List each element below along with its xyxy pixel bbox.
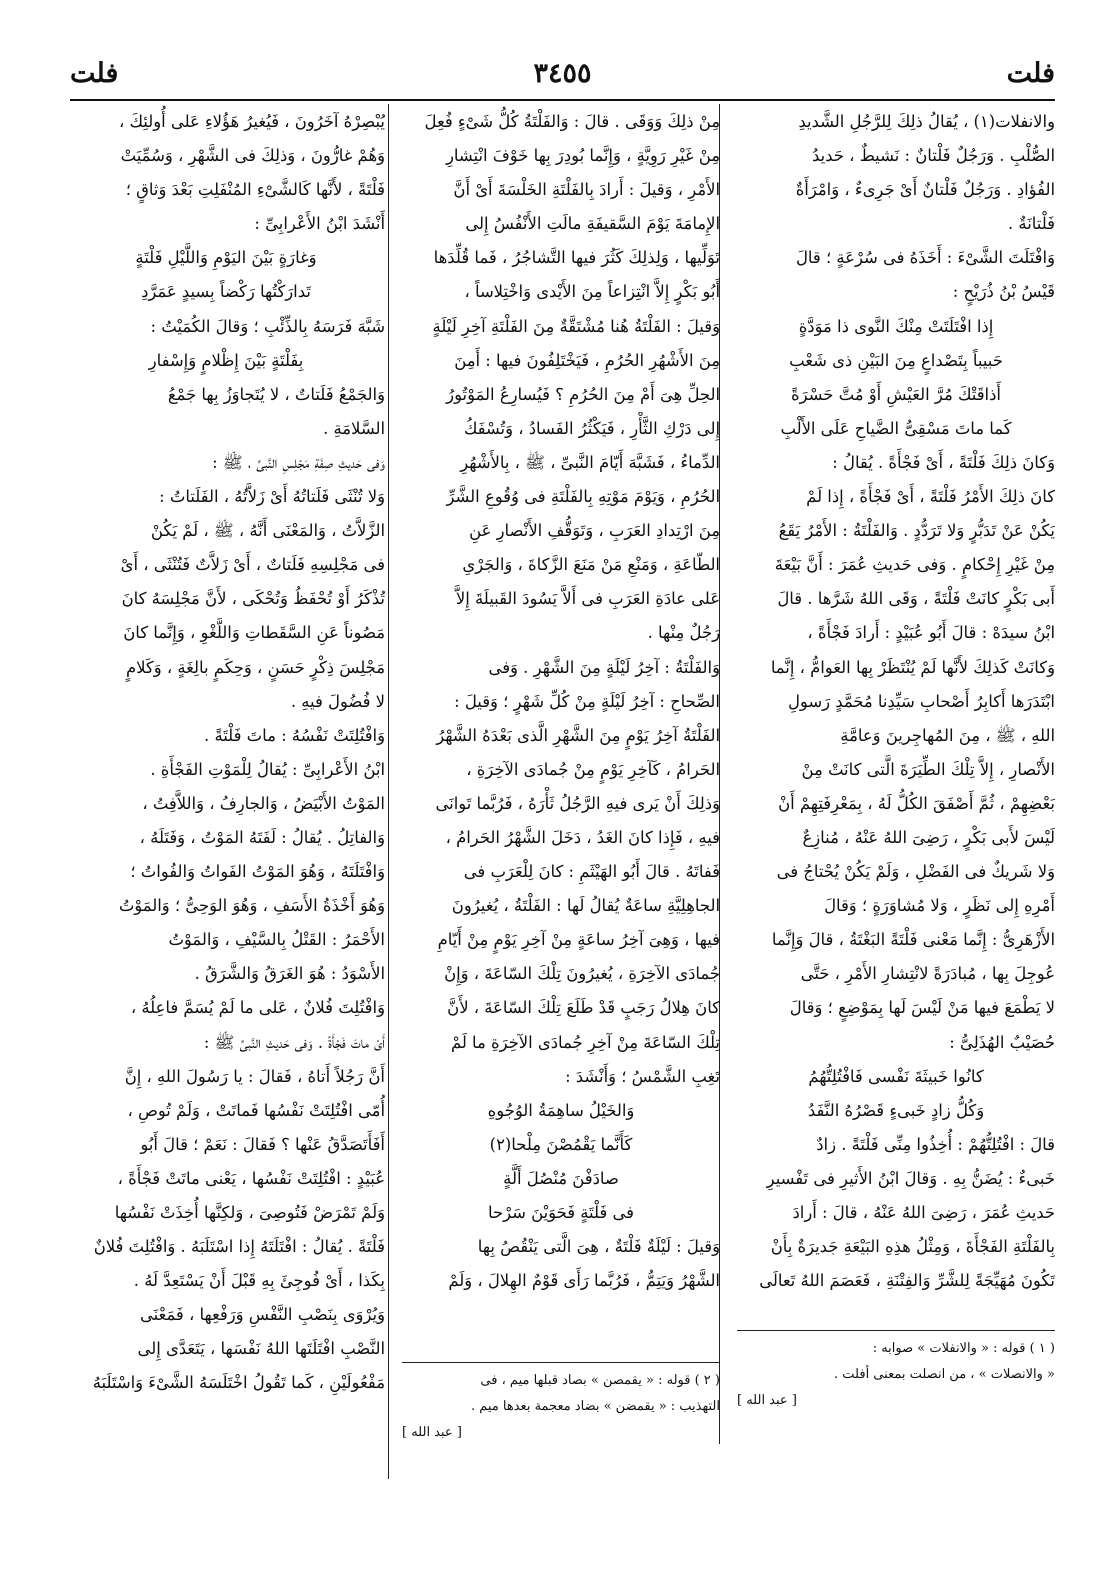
text-line: وَهُمْ غارُّونَ ، وَذلِكَ فى الشَّهْرِ ، وَسُمِّيَتْ xyxy=(120,146,385,166)
text-line: فيها ، وَهِىَ آخِرُ ساعَةٍ مِنْ آخِرِ يَوْمٍ مِنْ أَيّامِ xyxy=(437,930,720,950)
text-line: الإِمامَةَ يَوْمَ السَّقيفَةِ مالَتِ الأَنْفُسُ إِلى xyxy=(465,214,720,234)
text-line: أَذاقَتْكَ مُرَّ العَيْشِ أَوْ مُتَّ حَسْرَةً xyxy=(791,384,1001,404)
text-line: قالَ : افْتُلِتُّهُمْ : أُخِذُوا مِنِّى فَلْتَةً . زادٌ xyxy=(816,1134,1055,1154)
text-line: وَلا تُنْثَى فَلَتاتُهُ أَىْ زَلاَّتُهُ ، الفَلَتاتُ : xyxy=(159,487,385,507)
text-line: بِكَذا ، أَىْ فُوجِئَ بِهِ قَبْلَ أَنْ يَسْتَعِدَّ لَهُ . xyxy=(133,1271,385,1291)
text-line: وَلا شَريكٌ فى الفَضْلِ ، وَلَمْ يَكُنْ يُحْتاجُ فى xyxy=(776,862,1055,882)
text-line: بِفَلْتَةٍ بَيْنَ إِظْلامٍ وَإِسْفارِ xyxy=(148,350,304,370)
text-line: إِذا افْتَلَتَتْ مِنْكَ النَّوى ذا مَوَدَّةٍ xyxy=(798,316,994,336)
text-line: الجاهِلِيَّةِ ساعَةٌ يُقالُ لَها : الفَلْتَةُ ، يُغيرُونَ xyxy=(451,896,720,916)
text-line: أَنْشَدَ ابْنُ الأَعْرابِىِّ : xyxy=(254,214,385,234)
text-line: تَوَلِّيها ، وَلِذلِكَ كَثُرَ فيها التَّشاجُرُ ، فَما قُلِّدَها xyxy=(433,248,720,268)
footnote-line: ( ١ ) قوله : « والانفلات » صوابه : xyxy=(872,1341,1055,1356)
text-line: وَافْتُلِتَ فُلانٌ ، عَلى ما لَمْ يُسَمَّ فاعِلُهُ ، xyxy=(130,998,385,1018)
text-line: كَما ماتَ مَسْقِىُّ الضَّياحِ عَلَى الأَلْبِ xyxy=(780,418,1012,438)
text-line: إِلى دَرْكِ الثَّأْرِ ، فَيَكْثُرُ الفَسادُ ، وَتُسْفَكُ xyxy=(463,418,720,438)
text-line: ابْتَدَرَها أَكابِرُ أَصْحابِ سَيِّدِنا مُحَمَّدٍ رَسولِ xyxy=(787,691,1055,711)
footnote-rule-middle xyxy=(402,1362,720,1363)
text-line: الحِلِّ هِىَ أَمْ مِنَ الحُرُمِ ؟ فَيُسارِعُ المَوْتُورُ xyxy=(446,384,720,404)
text-line: وَالفاتِلُ . يُقالُ : لَفَتَهُ المَوْتُ ، وَفَتَلَهُ ، xyxy=(139,827,385,847)
text-line: فيهِ ، فَإِذا كانَ الغَدُ ، دَخَلَ الشَّهْرُ الحَرامُ ، xyxy=(445,827,720,847)
text-line: وَافْتَلَتَهُ ، وَهُوَ المَوْتُ الفَواتُ وَالفُواتُ ؛ xyxy=(130,862,385,882)
text-line: وَكانَ ذلِكَ فَلْتَةً ، أَىْ فَجْأَةً . يُقالُ : xyxy=(832,452,1055,472)
text-line: وَالجَمْعُ فَلَتاتٌ ، لا يُتَجاوَزُ بِها جَمْعُ xyxy=(167,384,385,404)
text-line: بِالفَلْتَةِ الفَجْأَةَ ، وَمِثْلُ هذِهِ البَيْعَةِ جَديرَةٌ بِأَنْ xyxy=(770,1237,1055,1257)
text-line: لا فُضُولَ فيهِ . xyxy=(290,691,385,711)
text-line: وَافْتَلَتَ الشَّىْءَ : أَخَذَهُ فى سُرْعَةٍ ؛ قالَ xyxy=(796,248,1055,268)
text-line: فَلْتَةً ، لأَنَّها كَالشَّىْءِ المُنْفَلِتِ بَعْدَ وَثاقٍ ؛ xyxy=(125,180,385,200)
footnote-line: ( ٢ ) قوله : « يقمصن » بصاد قبلها ميم ، فى xyxy=(480,1373,720,1388)
text-line: وَكانَتْ كَذلِكَ لأَنَّها لَمْ يُنْتَظَرْ بِها العَوامُّ ، إِنَّما xyxy=(770,657,1055,677)
text-line: الزَّلاَّتُ ، وَالمَعْنَى أَنَّهُ ، ﷺ ، لَمْ يَكُنْ xyxy=(150,521,385,541)
text-line: أَبُو بَكْرٍ إِلاَّ انْتِزاعاً مِنَ الأَيْدى وَاخْتِلاساً ، xyxy=(464,282,720,302)
page-header xyxy=(70,55,1055,101)
footnote-line: التهذيب : « يقمضن » بضاد معجمة بعدها ميم . xyxy=(470,1399,720,1414)
text-line: وَالخَيْلُ ساهِمَةُ الوُجُوهِ xyxy=(487,1100,635,1120)
text-line: حُصَيْبٌ الهُذَلِىُّ : xyxy=(949,1032,1055,1052)
text-line: الحُرُمِ ، وَيَوْمَ مَوْتِهِ بِالفَلْتَةِ فى وُقُوعِ الشَّرِّ xyxy=(446,487,720,507)
text-line: وَكُلُّ زادٍ خَبىءٍ قَصْرُهُ النَّفَدُ xyxy=(807,1100,985,1120)
text-line: يُبْصِرْهُ آخَرُونَ ، فَيُغيرُ هَؤُلاءِ عَلى أُولئِكَ ، xyxy=(118,112,385,131)
text-line: الأَحْمَرُ : القَتْلُ بِالسَّيْفِ ، وَالمَوْتُ xyxy=(168,930,385,950)
text-line: فَلْتَةً . يُقالُ : افْتَلَتَهُ إِذا اسْتَلَبَهُ . وَافْتُلِتَ فُلانٌ xyxy=(93,1237,385,1257)
text-line: مِنَ ارْتِدادِ العَرَبِ ، وَتَوَقُّفِ الأَنْصارِ عَنِ xyxy=(469,521,720,541)
text-line: عُبَيْدٍ : افْتُلِتَتْ نَفْسُها ، يَعْنى ماتَتْ فَجْأَةً ، xyxy=(117,1168,385,1188)
text-line: يَكُنْ عَنْ تَدَبُّرٍ وَلا تَرَدُّدٍ . وَالفَلْتَةُ : الأَمْرُ يَقَعُ xyxy=(778,521,1055,541)
text-line: لا يَطْمَعَ فيها مَنْ لَيْسَ لَها بِمَوْضِعٍ ؛ وَقالَ xyxy=(789,998,1055,1018)
text-line: وَقيلَ : الفَلْتَةُ هُنا مُشْتَقَّةٌ مِنَ الفَلْتَةِ آخِرِ لَيْلَةٍ xyxy=(432,316,720,336)
text-line: تَغِبِ الشَّمْسُ ؛ وَأَنْشَدَ : xyxy=(565,1066,720,1086)
text-line: أُمّى افْتُلِتَتْ نَفْسُها فَماتَتْ ، وَلَمْ تُوصِ ، xyxy=(127,1100,385,1120)
text-column-left xyxy=(67,105,385,1401)
text-line: وَقيلَ : لَيْلَةٌ فَلْتَةٌ ، هِىَ الَّتى يَنْقُصُ بِها xyxy=(477,1237,720,1257)
text-line: أَفَأَتَصَدَّقُ عَنْها ؟ فَقالَ : نَعَمْ ؛ قالَ أَبُو xyxy=(140,1134,385,1154)
text-line: ابْنُ الأَعْرابِىِّ : يُقالُ لِلْمَوْتِ الفَجْأَةِ . xyxy=(150,759,385,779)
text-line: كانَ ذلِكَ الأَمْرُ فَلْتَةً ، أَىْ فَجْأَةً ، إِذا لَمْ xyxy=(806,487,1055,507)
text-line: تَدارَكْتُها رَكْضاً بِسيدٍ عَمَرَّدِ xyxy=(141,282,311,302)
text-line: النَّصْبِ افْتَلَتَها اللهُ نَفْسَها ، يَتَعَدَّى إِلى xyxy=(137,1339,385,1359)
text-line: قَيْسُ بْنُ ذُرَيْحٍ : xyxy=(952,282,1055,302)
headword-right: فلت xyxy=(1006,58,1055,89)
text-line: وَافْتُلِتَتْ نَفْسُهُ : ماتَ فَلْتَةً . xyxy=(204,725,385,745)
text-line: الفُؤادِ . وَرَجُلٌ فَلْتانٌ أَىْ جَرِىءٌ ، وَامْرَأَةٌ xyxy=(795,180,1055,200)
text-line: أَبى بَكْرٍ كانَتْ فَلْتَةً ، وَقَى اللهُ شَرَّها . قالَ xyxy=(777,589,1055,609)
text-line: خَبىءٌ : يُضَنُّ بِهِ . وَقالَ ابْنُ الأَثيرِ فى تَفْسيرِ xyxy=(766,1168,1055,1188)
text-line: الأَنْصارِ ، إِلاَّ تِلْكَ الطِّيَرَةَ الَّتى كانَتْ مِنْ xyxy=(801,759,1055,779)
footnote-signature: [ عبد الله ] xyxy=(737,1393,797,1408)
text-line: الأَمْرِ ، وَقيلَ : أَرادَ بِالفَلْتَةِ الخَلْسَةَ أَىْ أَنَّ xyxy=(453,180,720,200)
text-line: أَمْرِهِ إِلى نَظَرٍ ، وَلا مُشاوَرَةٍ ؛ وَقالَ xyxy=(824,896,1055,916)
text-line: مِنْ ذلِكَ وَوَقَى . قالَ : وَالفَلْتَةُ كُلُّ شَىْءٍ فُعِلَ xyxy=(424,112,720,131)
text-line: تِلْكَ السّاعَةَ مِنْ آخِرِ جُمادَى الآخِرَةِ ما لَمْ xyxy=(450,1032,720,1052)
headword-left: فلت xyxy=(70,58,119,89)
text-line: السَّلامَةِ . xyxy=(323,418,385,438)
footnote-right xyxy=(737,1336,1055,1414)
text-line: وَلَمْ تَمْرَضْ فَتُوصِىَ ، وَلكِنَّها أُخِذَتْ نَفْسُها xyxy=(114,1203,385,1222)
text-line: جُمادَى الآخِرَةِ ، يُغيرُونَ تِلْكَ السّاعَةَ ، وَإِنْ xyxy=(444,964,720,984)
text-line: عَلى عادَةِ العَرَبِ فى أَلاَّ يَسُودَ القَبيلَةَ إِلاَّ xyxy=(455,589,720,609)
text-line: فى فَلْتَةٍ فَحَوَيْنَ سَرْحا xyxy=(488,1203,634,1222)
text-line: الفَلْتَةُ آخِرُ يَوْمٍ مِنَ الشَّهْرِ الَّذى بَعْدَهُ الشَّهْرُ xyxy=(436,725,720,745)
text-line: صادَفْنَ مُنْصُلَ أَلَّةٍ xyxy=(503,1168,619,1188)
text-line: وَيُرْوَى بِنَصْبِ النَّفْسِ وَرَفْعِها ، فَمَعْنَى xyxy=(139,1305,385,1325)
text-line: وَفى حَديثِ صِفَةِ مَجْلِسِ النَّبىِّ ، ﷺ : xyxy=(212,452,385,472)
text-line: كانُوا خَبيثَةَ نَفْسى فَافْتُلِتُّهُمُ xyxy=(808,1066,984,1086)
text-line: تُذْكَرُ أَوْ تُحْفَظُ وَتُحْكَى ، لأَنَّ مَجْلِسَهُ كانَ xyxy=(121,589,385,609)
text-line: مَصُوناً عَنِ السَّقَطاتِ وَاللَّغْوِ ، وَإِنَّما كانَ xyxy=(123,623,385,643)
footnote-rule-right xyxy=(737,1330,1055,1331)
text-line: المَوْتُ الأَبْيَضُ ، وَالجارِفُ ، وَاللاَّفِتُ ، xyxy=(142,793,385,813)
text-line: الصُّلْبِ . وَرَجُلٌ فَلْتانٌ : نَشيطٌ ، حَديدُ xyxy=(812,146,1055,166)
text-line: فى مَجْلِسِهِ فَلَتاتٌ ، أَىْ زَلاَّتٌ فَتُنْثَى ، أَىْ xyxy=(120,555,385,575)
text-line: مَجْلِسَ ذِكْرٍ حَسَنٍ ، وَحِكَمٍ بالِغَةٍ ، وَكَلامٍ xyxy=(125,657,385,677)
text-line: مِنْ غَيْرِ رَوِيَّةٍ ، وَإِنَّما بُودِرَ بِها خَوْفَ انْتِشارِ xyxy=(445,146,720,166)
text-line: الحَرامُ ، كَآخِرِ يَوْمٍ مِنْ جُمادَى الآخِرَةِ ، xyxy=(466,759,720,779)
footnote-line: « والانصلات » ، من انصلت بمعنى أفلت . xyxy=(834,1367,1055,1382)
text-line: كَأَنَّما يَقْمُصْنَ مِلْحا(٢) xyxy=(489,1134,633,1154)
text-line: والانفلات(١) ، يُقالُ ذلِكَ لِلرَّجُلِ الشَّديدِ xyxy=(798,112,1055,131)
text-line: الصِّحاحِ : آخِرُ لَيْلَةٍ مِنْ كُلِّ شَهْرٍ ؛ وَقيلَ : xyxy=(454,691,720,711)
text-line: شَبَّهَ فَرَسَهُ بِالذِّئْبِ ؛ وَقالَ الكُمَيْتُ : xyxy=(150,316,385,336)
text-line: رَجُلٌ مِنْها . xyxy=(647,623,720,643)
text-line: حَبيباً بِتَصْداعٍ مِنَ البَيْنِ ذى شَعْبِ xyxy=(789,350,1003,370)
text-line: الدِّماءُ ، فَشَبَّهَ أَيّامَ النَّبىِّ ، ﷺ ، بِالأَشْهُرِ xyxy=(460,452,720,472)
text-line: تَكُونَ مُهَيِّجَةً لِلشَّرِّ وَالفِتْنَةِ ، فَعَصَمَ اللهُ تَعالَى xyxy=(759,1271,1055,1291)
text-line: الأَزْهَرِىُّ : إِنَّما مَعْنى فَلْتَةً البَغْتَةُ ، قالَ وَإِنَّما xyxy=(771,930,1055,950)
text-line: اللهِ ، ﷺ ، مِنَ المُهاجِرينَ وَعامَّةِ xyxy=(840,725,1055,745)
text-line: وَالفَلْتَةُ : آخِرُ لَيْلَةٍ مِنَ الشَّهْرِ . وَفى xyxy=(488,657,720,677)
text-line: كانَ هِلالُ رَجَبٍ قَدْ طَلَعَ تِلْكَ السّاعَةَ ، لأَنَّ xyxy=(447,998,720,1018)
text-line: فَفاتَهُ . قالَ أَبُو الهَيْثَمِ : كانَ لِلْعَرَبِ فى xyxy=(463,862,720,882)
column-divider-left xyxy=(388,104,389,1479)
text-line: ابْنُ سيدَهْ : قالَ أَبُو عُبَيْدٍ : أَرادَ فَجْأَةً ، xyxy=(807,623,1055,643)
footnote-middle xyxy=(402,1368,720,1446)
text-line: الطّاعَةِ ، وَمَنْعِ مَنْ مَنَعَ الزَّكاةَ ، وَالجَرْىِ xyxy=(462,555,720,575)
text-line: أَنَّ رَجُلاً أَتاهُ ، فَقالَ : يا رَسُولَ اللهِ ، إِنَّ xyxy=(124,1066,385,1086)
text-line: أَىْ ماتَ فَجْأَةً . وَفى حَديثِ النَّبىِّ ﷺ : xyxy=(203,1032,385,1052)
text-column-middle xyxy=(402,105,720,1298)
page-number: ٣٤٥٥ xyxy=(533,58,592,89)
text-line: حَديثِ عُمَرَ ، رَضِىَ اللهُ عَنْهُ ، قالَ : أَرادَ xyxy=(792,1203,1055,1222)
text-line: الأَسْوَدُ : هُوَ الغَرَقُ وَالشَّرَقُ . xyxy=(194,964,385,984)
text-line: عُوجِلَ بِها ، مُبادَرَةً لانْتِشارِ الأَمْرِ ، حَتَّى xyxy=(800,964,1055,984)
text-line: مِنْ غَيْرِ إِحْكامٍ . وَفى حَديثِ عُمَرَ : أَنَّ بَيْعَةَ xyxy=(774,555,1055,575)
text-line: لَيْسَ لأَبى بَكْرٍ ، رَضِىَ اللهُ عَنْهُ ، مُنازِعٌ xyxy=(802,827,1055,847)
text-line: وَهُوَ أَخْذَةُ الأَسَفِ ، وَهُوَ الوَحِىُّ ؛ وَالمَوْتُ xyxy=(118,896,385,916)
text-column-right xyxy=(737,105,1055,1298)
footnote-signature: [ عبد الله ] xyxy=(402,1425,462,1440)
text-line: مَفْعُولَيْنِ ، كَما تَقُولُ اخْتَلَسَهُ الشَّىْءَ وَاسْتَلَبَهُ xyxy=(92,1373,385,1393)
text-line: بَعْضِهِمْ ، ثُمَّ أَصْفَقَ الكُلُّ لَهُ ، بِمَعْرِفَتِهِمْ أَنْ xyxy=(778,793,1055,813)
text-line: فَلْتانَةٌ . xyxy=(1008,214,1055,234)
text-line: مِنَ الأَشْهُرِ الحُرُمِ ، فَيَخْتَلِفُونَ فيها : أَمِنَ xyxy=(454,350,720,370)
text-line: الشَّهْرُ وَيَتِمُّ ، فَرُبَّما رَأَى قَوْمٌ الهِلالَ ، وَلَمْ xyxy=(448,1271,720,1291)
text-line: وَغارَةٍ بَيْنَ اليَوْمِ وَاللَّيْلِ فَلْتَةٍ xyxy=(135,248,317,268)
text-line: وَذلِكَ أَنْ يَرى فيهِ الرَّجُلُ ثَأْرَهُ ، فَرُبَّما تَوانَى xyxy=(435,793,720,813)
